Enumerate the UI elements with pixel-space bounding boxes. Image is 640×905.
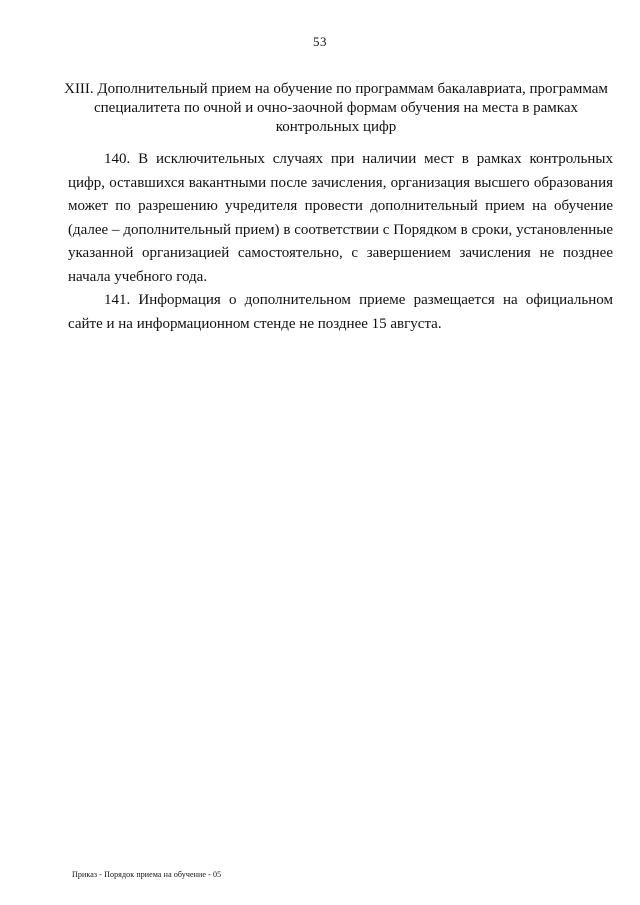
section-heading (60, 80, 612, 137)
paragraph-line: сайте и на информационном стенде не позднее 15 августа. (68, 315, 442, 332)
section-heading-line: специалитета по очной и очно-заочной формам обучения на места в рамках (93, 100, 578, 116)
paragraph-line: указанной организацией самостоятельно, с завершением зачисления не позднее (68, 245, 613, 261)
page-number: 53 (313, 34, 327, 49)
body-text (68, 148, 613, 336)
footer-label: Приказ - Порядок приема на обучение - 05 (72, 870, 222, 879)
paragraph-140 (68, 148, 613, 289)
paragraph-line: 140. В исключительных случаях при наличии мест в рамках контрольных (104, 151, 613, 167)
paragraph-line: может по разрешению учредителя провести дополнительный прием на обучение (68, 198, 613, 214)
paragraph-line: 141. Информация о дополнительном приеме размещается на официальном (104, 292, 613, 308)
section-heading-line: контрольных цифр (275, 119, 397, 135)
paragraph-141 (68, 289, 613, 336)
section-heading-line: XIII. Дополнительный прием на обучение по программам бакалавриата, программам (64, 81, 608, 97)
paragraph-line: цифр, оставшихся вакантными после зачисления, организация высшего образования (68, 174, 613, 191)
paragraph-line: начала учебного года. (68, 268, 208, 285)
paragraph-line: (далее – дополнительный прием) в соответствии с Порядком в сроки, установленные (68, 221, 613, 238)
